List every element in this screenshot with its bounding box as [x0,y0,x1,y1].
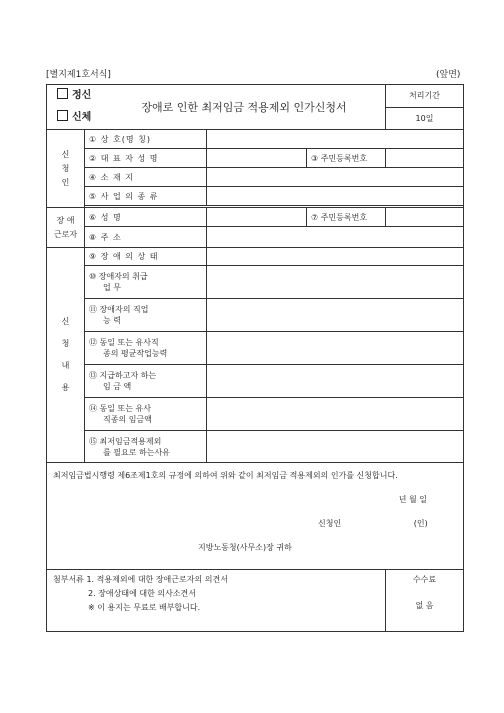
statement-text: 최저임금법시행령 제6조제1호의 규정에 의하여 위와 같이 최저임금 적용제외의 인가를 신청합니다. [53,471,398,480]
fee-block [386,570,464,632]
worker-section-label: 장 애 근로자 [47,208,85,248]
processing-period-label: 처리기간 [386,85,464,108]
duty-field[interactable] [207,266,464,299]
applicant-sign-label: 신청인 [318,519,342,528]
fee-value: 없 음 [415,601,434,610]
checkbox-icon[interactable] [57,88,68,99]
wage-field[interactable] [207,365,464,398]
recipient-line: 지방노동청(사무소)장 귀하 [198,543,292,552]
rep-name-label: ② 대 표 자 성 명 [85,149,207,168]
location-field[interactable] [207,168,464,187]
worker-resident-no-label: ⑦ 주민등록번호 [307,208,386,227]
application-form [46,84,464,632]
similar-wage-field[interactable] [207,398,464,431]
date-line: 년 월 일 [398,495,428,504]
avg-ability-field[interactable] [207,332,464,365]
application-section-label: 신 청 내 용 [47,248,85,463]
free-distribution-note: ※ 이 용지는 무료로 배부합니다. [88,603,201,612]
attachment-2: 2. 장애상태에 대한 의사소견서 [88,589,196,598]
business-name-field[interactable] [207,130,464,149]
ability-field[interactable] [207,299,464,332]
applicant-sign-line [53,517,457,531]
reason-label: ⑮ 최저임금적용제외 를 필요로 하는사유 [85,431,207,463]
worker-address-label: ⑧ 주 소 [85,227,207,248]
worker-resident-no-field[interactable] [386,208,464,227]
duty-label: ⑩ 장애자의 취급 업 무 [85,266,207,299]
ability-label: ⑪ 장애자의 직업 능 력 [85,299,207,332]
business-name-label: ① 상 호(명 칭) [85,130,207,149]
attachments-label: 첨부서류 [53,575,84,584]
rep-resident-no-field[interactable] [386,149,464,168]
business-type-field[interactable] [207,187,464,206]
attachments-block [47,570,386,632]
worker-address-field[interactable] [207,227,464,248]
location-label: ④ 소 재 지 [85,168,207,187]
title-block [47,85,386,130]
worker-name-label: ⑥ 성 명 [85,208,207,227]
avg-ability-label: ⑫ 동일 또는 유사직 종의 평균작업능력 [85,332,207,365]
checkbox-icon[interactable] [57,110,68,121]
statement-block [47,463,464,570]
rep-resident-no-label: ③ 주민등록번호 [307,149,386,168]
rep-name-field[interactable] [207,149,307,168]
attachment-1: 1. 적용제외에 대한 장애근로자의 의견서 [86,575,228,584]
business-type-label: ⑤ 사 업 의 종 류 [85,187,207,206]
fee-label: 수수료 [412,575,437,584]
similar-wage-label: ⑭ 동일 또는 유사 직종의 임금액 [85,398,207,431]
page-side: (앞면) [436,70,461,80]
applicant-section-label: 신 청 인 [47,130,85,208]
form-title: 장애로 인한 최저임금 적용제외 인가신청서 [141,101,347,114]
seal-mark: (인) [413,519,428,528]
processing-period-value: 10일 [386,107,464,130]
worker-name-field[interactable] [207,208,307,227]
reason-field[interactable] [207,431,464,463]
form-number: [별지제1호서식] [46,70,111,80]
disability-state-label: ⑨ 장 애 의 상 태 [85,248,207,266]
disability-state-field[interactable] [207,248,464,266]
wage-label: ⑬ 지급하고자 하는 임 금 액 [85,365,207,398]
option-physical[interactable]: 신체 [57,107,113,129]
option-mental[interactable]: 정신 [57,85,113,107]
